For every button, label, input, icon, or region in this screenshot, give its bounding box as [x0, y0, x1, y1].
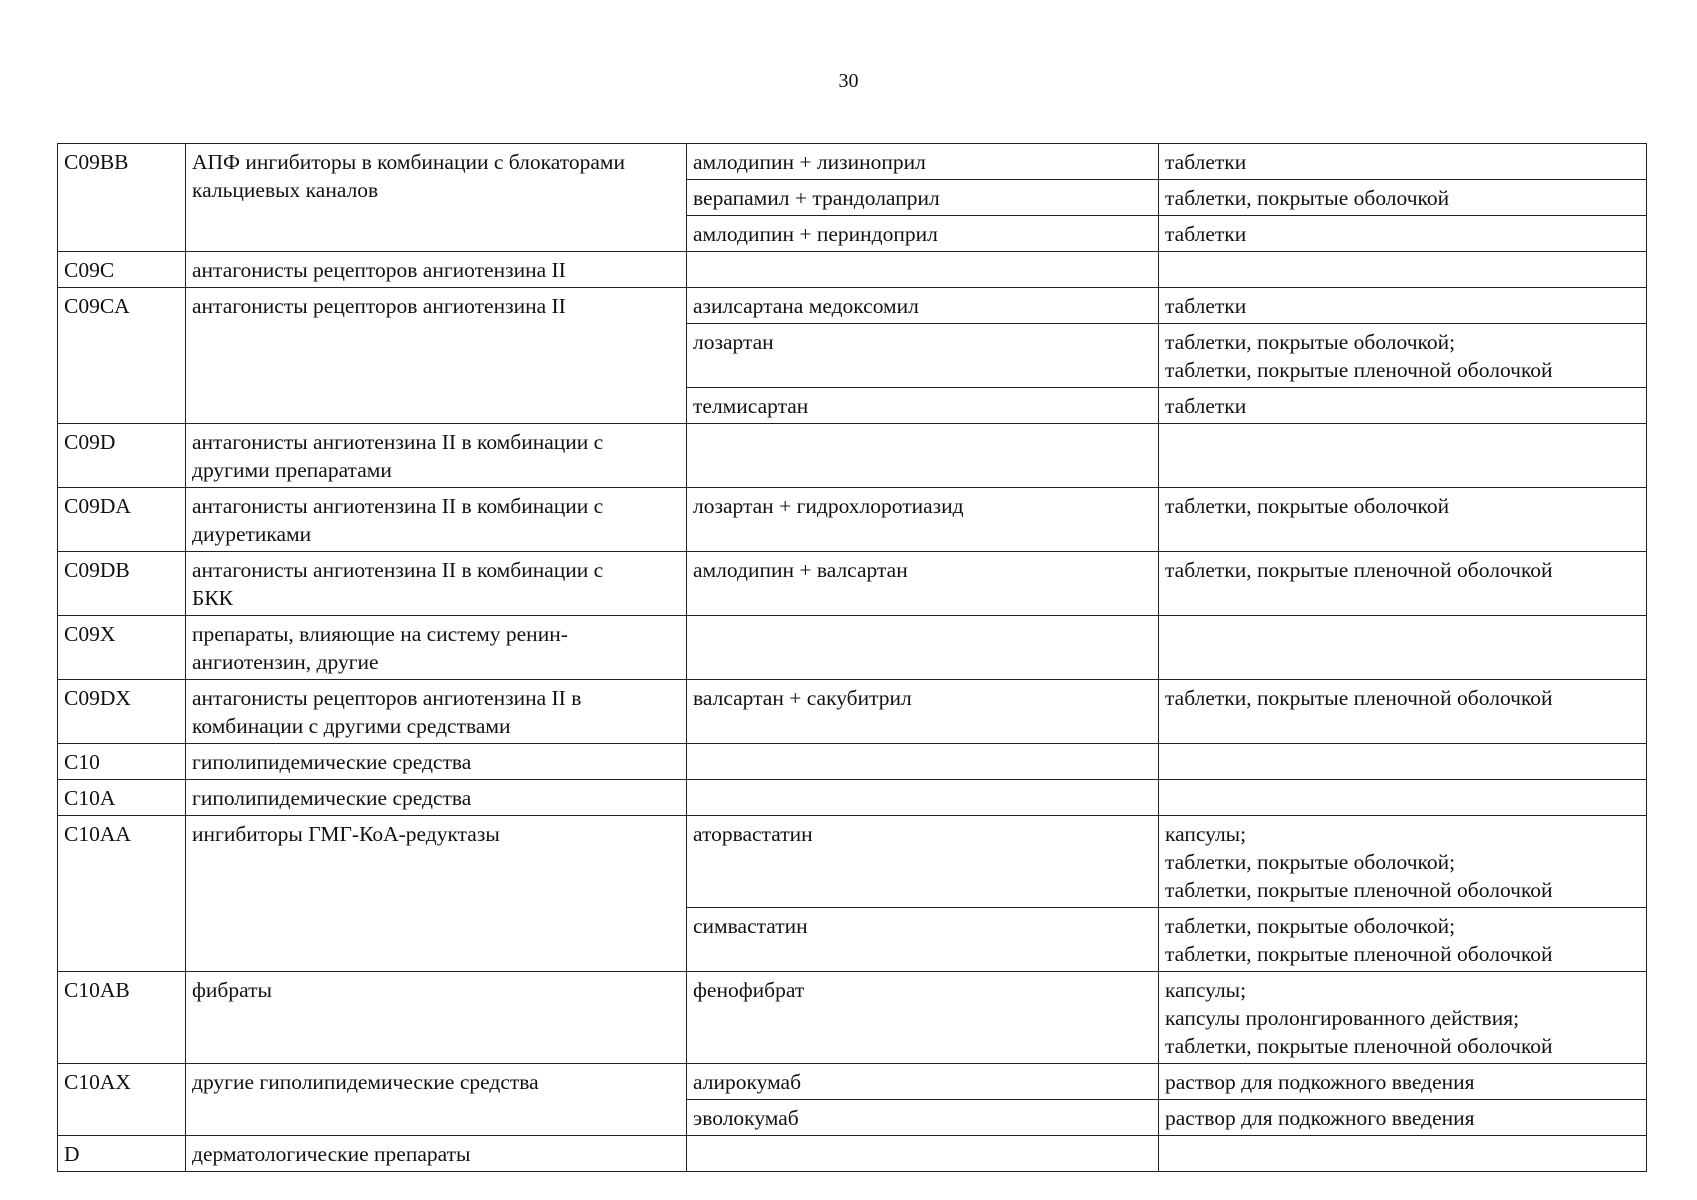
pharmacological-group-cell: АПФ ингибиторы в комбинации с блокаторами кальциевых каналов [186, 144, 687, 252]
drug-name-cell: телмисартан [687, 388, 1159, 424]
atc-code-cell: C10AA [58, 816, 186, 972]
pharmacological-group-cell: гиполипидемические средства [186, 780, 687, 816]
dosage-form-cell [1159, 616, 1647, 680]
pharmacological-group-cell: антагонисты ангиотензина II в комбинации с другими препаратами [186, 424, 687, 488]
pharmacological-group-cell: фибраты [186, 972, 687, 1064]
atc-code-cell: C09BB [58, 144, 186, 252]
pharmacological-group-cell: другие гиполипидемические средства [186, 1064, 687, 1136]
atc-code-cell: C09DA [58, 488, 186, 552]
drug-name-cell [687, 424, 1159, 488]
atc-code-cell: C09D [58, 424, 186, 488]
drug-name-cell: алирокумаб [687, 1064, 1159, 1100]
drug-name-cell: амлодипин + валсартан [687, 552, 1159, 616]
table-row [58, 616, 1647, 680]
drug-name-cell: азилсартана медоксомил [687, 288, 1159, 324]
drug-name-cell: симвастатин [687, 908, 1159, 972]
dosage-form-cell [1159, 744, 1647, 780]
dosage-form-cell: таблетки, покрытые оболочкой [1159, 488, 1647, 552]
dosage-form-cell: таблетки [1159, 216, 1647, 252]
atc-code-cell: C10AB [58, 972, 186, 1064]
atc-code-cell: C10A [58, 780, 186, 816]
drug-name-cell [687, 616, 1159, 680]
drug-name-cell [687, 252, 1159, 288]
dosage-form-cell: таблетки [1159, 388, 1647, 424]
dosage-form-cell: таблетки, покрытые оболочкой [1159, 180, 1647, 216]
dosage-form-cell: таблетки, покрытые пленочной оболочкой [1159, 552, 1647, 616]
pharmacological-group-cell: гиполипидемические средства [186, 744, 687, 780]
table-row [58, 1136, 1647, 1172]
dosage-form-cell: таблетки [1159, 288, 1647, 324]
drug-name-cell: аторвастатин [687, 816, 1159, 908]
pharmacological-group-cell: антагонисты ангиотензина II в комбинации с БКК [186, 552, 687, 616]
dosage-form-cell: капсулы; таблетки, покрытые оболочкой; таблетки, покрытые пленочной оболочкой [1159, 816, 1647, 908]
table-row [58, 816, 1647, 908]
table-row [58, 552, 1647, 616]
atc-code-cell: C10 [58, 744, 186, 780]
dosage-form-cell: раствор для подкожного введения [1159, 1064, 1647, 1100]
dosage-form-cell [1159, 1136, 1647, 1172]
pharmacological-group-cell: антагонисты ангиотензина II в комбинации с диуретиками [186, 488, 687, 552]
pharmacological-group-cell: дерматологические препараты [186, 1136, 687, 1172]
drug-classification-table [57, 143, 1647, 1172]
table-row [58, 780, 1647, 816]
pharmacological-group-cell: антагонисты рецепторов ангиотензина II в комбинации с другими средствами [186, 680, 687, 744]
table-row [58, 424, 1647, 488]
atc-code-cell: C09CA [58, 288, 186, 424]
pharmacological-group-cell: антагонисты рецепторов ангиотензина II [186, 252, 687, 288]
dosage-form-cell: таблетки, покрытые оболочкой; таблетки, покрытые пленочной оболочкой [1159, 908, 1647, 972]
atc-code-cell: C09DB [58, 552, 186, 616]
drug-name-cell [687, 1136, 1159, 1172]
drug-name-cell: фенофибрат [687, 972, 1159, 1064]
dosage-form-cell [1159, 780, 1647, 816]
drug-name-cell: валсартан + сакубитрил [687, 680, 1159, 744]
atc-code-cell: C10AX [58, 1064, 186, 1136]
dosage-form-cell: таблетки, покрытые пленочной оболочкой [1159, 680, 1647, 744]
table-body [58, 144, 1647, 1172]
table-row [58, 488, 1647, 552]
table-row [58, 1064, 1647, 1100]
pharmacological-group-cell: препараты, влияющие на систему ренин- ангиотензин, другие [186, 616, 687, 680]
dosage-form-cell: раствор для подкожного введения [1159, 1100, 1647, 1136]
table-row [58, 288, 1647, 324]
dosage-form-cell [1159, 252, 1647, 288]
drug-name-cell: лозартан + гидрохлоротиазид [687, 488, 1159, 552]
atc-code-cell: C09C [58, 252, 186, 288]
dosage-form-cell: таблетки [1159, 144, 1647, 180]
table-row [58, 680, 1647, 744]
atc-code-cell: C09X [58, 616, 186, 680]
drug-name-cell: лозартан [687, 324, 1159, 388]
atc-code-cell: C09DX [58, 680, 186, 744]
dosage-form-cell: капсулы; капсулы пролонгированного действия; таблетки, покрытые пленочной оболочкой [1159, 972, 1647, 1064]
table-row [58, 972, 1647, 1064]
dosage-form-cell: таблетки, покрытые оболочкой; таблетки, покрытые пленочной оболочкой [1159, 324, 1647, 388]
drug-name-cell [687, 744, 1159, 780]
drug-name-cell [687, 780, 1159, 816]
table-row [58, 252, 1647, 288]
atc-code-cell: D [58, 1136, 186, 1172]
drug-name-cell: верапамил + трандолаприл [687, 180, 1159, 216]
table-row [58, 144, 1647, 180]
drug-name-cell: эволокумаб [687, 1100, 1159, 1136]
drug-name-cell: амлодипин + лизиноприл [687, 144, 1159, 180]
pharmacological-group-cell: ингибиторы ГМГ-КоА-редуктазы [186, 816, 687, 972]
table-row [58, 744, 1647, 780]
pharmacological-group-cell: антагонисты рецепторов ангиотензина II [186, 288, 687, 424]
dosage-form-cell [1159, 424, 1647, 488]
page-number: 30 [838, 70, 859, 92]
drug-name-cell: амлодипин + периндоприл [687, 216, 1159, 252]
